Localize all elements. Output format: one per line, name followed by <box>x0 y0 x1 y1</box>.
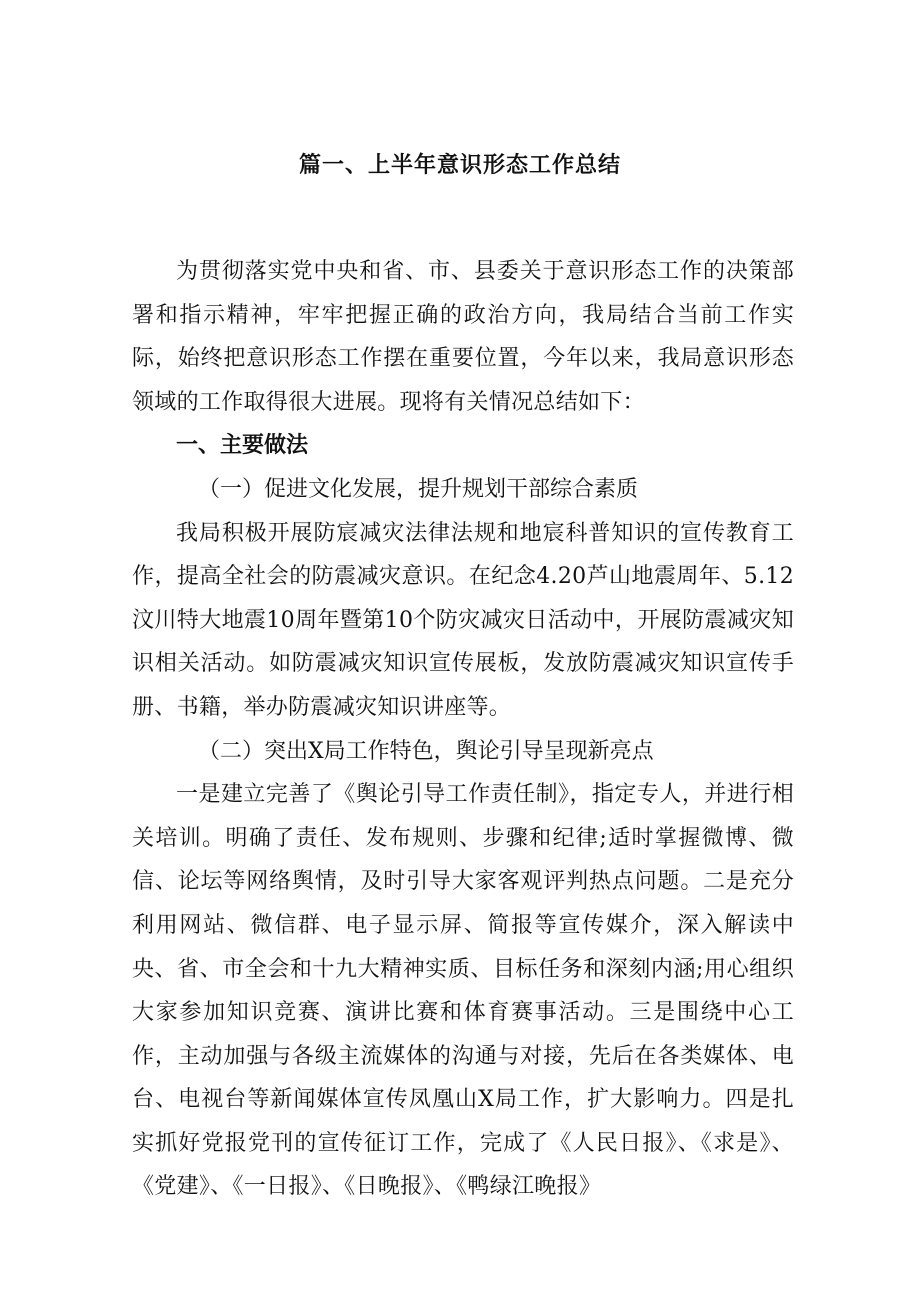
section-heading-main-practices: 一、主要做法 <box>176 433 309 459</box>
intro-paragraph: 为贯彻落实党中央和省、市、县委关于意识形态工作的决策部署和指示精神，牢牢把握正确的政治方向，我局结合当前工作实际，始终把意识形态工作摆在重要位置，今年以来，我局意识形态领域的工作取得很大进展。现将有关情况总结如下： <box>132 259 794 415</box>
subsection-heading-2: （二）突出X局工作特色，舆论引导呈现新亮点 <box>198 738 654 764</box>
subsection-heading-1: （一）促进文化发展，提升规划干部综合素质 <box>198 476 639 502</box>
document-title: 篇一、上半年意识形态工作总结 <box>298 153 621 178</box>
subsection-2-paragraph: 一是建立完善了《舆论引导工作责任制》，指定专人，并进行相关培训。明确了责任、发布规则、步骤和纪律;适时掌握微博、微信、论坛等网络舆情，及时引导大家客观评判热点问题。二是充分利用网站、微信群、电子显示屏、简报等宣传媒介，深入解读中央、省、市全会和十九大精神实质、目标任务和深刻内涵;用心组织大家参加知识竞赛、演讲比赛和体育赛事活动。三是围绕中心工作，主动加强与各级主流媒体的沟通与对接，先后在各类媒体、电台、电视台等新闻媒体宣传凤凰山X局工作，扩大影响力。四是扎实抓好党报党刊的宣传征订工作，完成了《人民日报》、《求是》、《党建》、《一日报》、《日晚报》、《鸭绿江晚报》 <box>132 782 794 1200</box>
subsection-1-paragraph: 我局积极开展防宸减灾法律法规和地宸科普知识的宣传教育工作，提高全社会的防震减灾意识。在纪念4.20芦山地震周年、5.12汶川特大地震10周年暨第10个防灾减灾日活动中，开展防震减灾知识相关活动。如防震减灾知识宣传展板，发放防震减灾知识宣传手册、书籍，举办防震减灾知识讲座等。 <box>132 520 794 720</box>
document-body <box>132 250 794 1209</box>
